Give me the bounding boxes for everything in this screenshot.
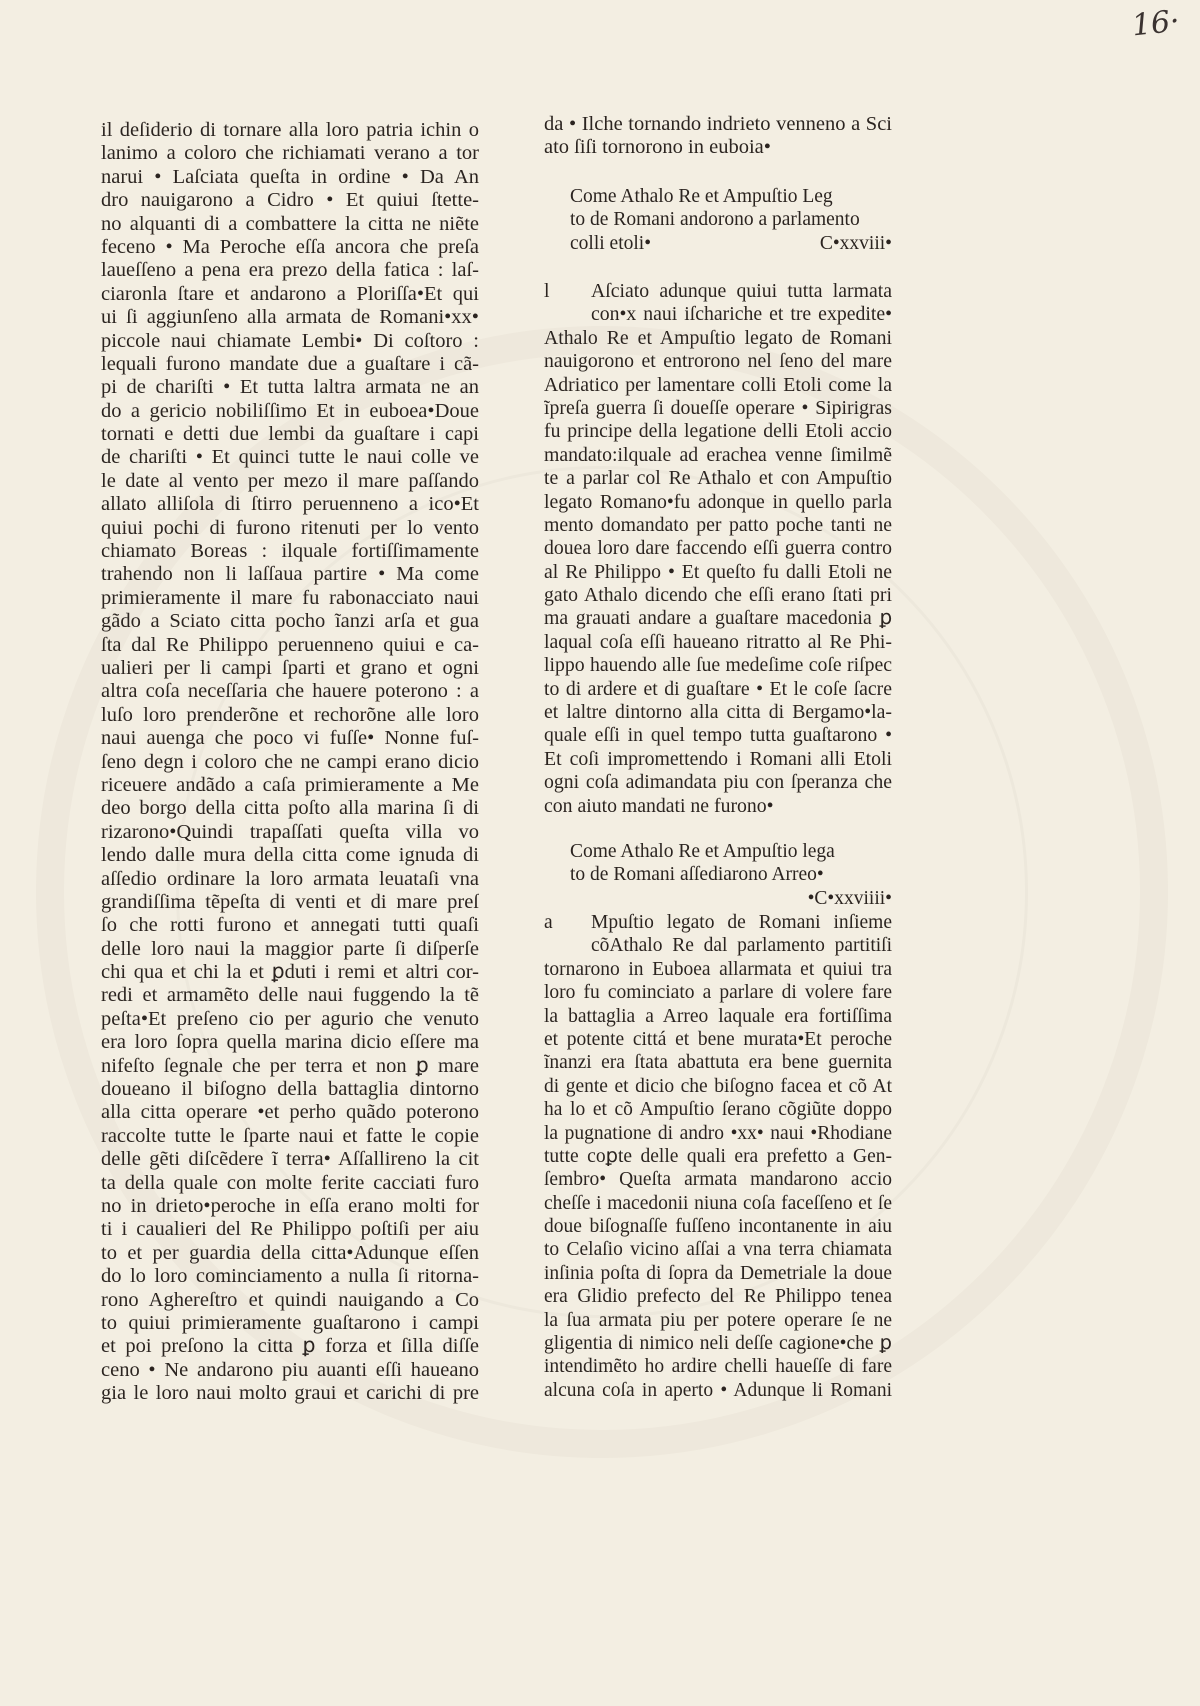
text-line: il deſiderio di tornare alla loro patria ichin o: [101, 119, 479, 141]
text-line: chiamato Boreas : ilquale fortiſſimamente: [101, 540, 479, 563]
text-line: cõAthalo Re dal parlamento partitiſi: [591, 935, 892, 957]
text-line: fu principe della legatione delli Etoli accio: [544, 420, 892, 443]
text-line: era Glidio prefecto del Re Philippo tenea: [544, 1286, 892, 1308]
text-line: laueſſeno a pena era prezo della fatica : laſ-: [101, 259, 479, 282]
text-line: feceno • Ma Peroche eſſa ancora che preſa: [101, 235, 479, 258]
text-line: la ſua armata piu per potere operare ſe ne: [544, 1309, 892, 1331]
text-line: ato ſiſi tornorono in euboia•: [544, 136, 771, 159]
text-line: gãdo a Sciato citta pocho ĩanzi arſa et gua: [101, 610, 479, 633]
text-line: Athalo Re et Ampuſtio legato de Romani: [544, 326, 892, 349]
text-line: alcuna coſa in aperto • Adunque li Romani: [544, 1379, 892, 1401]
text-line: tutte coꝑte delle quali era prefetto a Gen-: [544, 1145, 892, 1167]
text-line: grandiſſima tẽpeſta di venti et di mare preſ: [101, 890, 479, 913]
text-line: intendimẽto ho ardire chelli haueſſe di fare: [544, 1356, 892, 1378]
text-line: douea loro dare faccendo eſſi guerra contro: [544, 537, 892, 560]
chapter-text: [544, 911, 892, 1402]
text-line: tornarono in Euboea allarmata et quiui tra: [544, 958, 892, 980]
text-line: ſeno degn i coloro che ne campi erano dicio: [101, 750, 479, 773]
text-line: gato Athalo dicendo che eſſi erano ſtati pri: [544, 584, 892, 607]
text-line: ha lo et cõ Ampuſtio ſerano cõgiũte doppo: [544, 1099, 892, 1121]
text-line: al Re Philippo • Et queſto fu dalli Etoli ne: [544, 560, 892, 583]
text-line: gligentia di nimico neli deſſe cagione•che ꝑ: [544, 1333, 892, 1355]
left-column-text: [101, 119, 479, 1405]
heading-line: Come Athalo Re et Ampuſtio lega: [570, 841, 835, 862]
text-line: riceuere andãdo a caſa primieramente a Me: [101, 773, 479, 796]
text-line: con aiuto mandati ne furono•: [544, 794, 774, 817]
text-line: cheſſe i macedonii niuna coſa faceſſeno et ſe: [544, 1192, 892, 1214]
chapter-heading: [570, 185, 892, 255]
text-line: quiui pochi di furono ritenuti per lo vento: [101, 516, 479, 539]
text-line: Adriatico per lamentare colli Etoli come la: [544, 373, 892, 396]
text-line: to et per guardia della citta•Adunque eſſen: [101, 1241, 479, 1264]
text-line: legato Romano•fu adonque in quello parla: [544, 490, 892, 513]
text-line: la battaglia a Arreo laquale era fortiſſima: [544, 1005, 892, 1027]
text-line: to Celaſio vicino aſſai a vna terra chiamata: [544, 1239, 892, 1261]
text-line: ceno • Ne andarono piu auanti eſſi haueano: [101, 1358, 479, 1381]
heading-line: to de Romani aſſediarono Arreo•: [570, 864, 824, 886]
text-line: ogni coſa adimandata piu con ſperanza che: [544, 771, 892, 794]
text-line: lippo hauendo alle ſue medeſime coſe riſpec: [544, 654, 892, 677]
text-line: ciaronla ſtare et andarono a Ploriſſa•Et qui: [101, 282, 479, 305]
text-line: pi de chariſti • Et tutta laltra armata ne an: [101, 376, 479, 399]
chapter-number: •C•xxviiii•: [807, 887, 892, 909]
text-line: peſta•Et preſeno cio per agurio che venuto: [101, 1007, 479, 1030]
text-line: to quiui primieramente guaſtarono i campi: [101, 1311, 479, 1334]
text-line: luſo loro prenderõne et rechorõne alle loro: [101, 703, 479, 726]
text-line: primieramente il mare fu rabonacciato naui: [101, 586, 479, 609]
text-line: naui auenga che poco vi fuſſe• Nonne fuſ-: [101, 727, 479, 750]
text-line: nifeſto ſegnale che per terra et non ꝑ mare: [101, 1054, 479, 1077]
text-line: rono Aghereſtro et quindi nauigando a Co: [101, 1288, 479, 1311]
chapter-heading: [570, 840, 892, 910]
heading-row: [570, 232, 892, 255]
text-line: nauigorono et entrorono nel ſeno del mare: [544, 350, 892, 373]
text-line: delle gẽti diſcẽdere ĩ terra• Aſſallireno la cit: [101, 1148, 479, 1171]
text-line: dro nauigarono a Cidro • Et quiui ſtette-: [101, 189, 479, 212]
text-line: do lo loro cominciamento a nulla ſi ritorna-: [101, 1265, 479, 1288]
text-line: delle loro naui la maggior parte ſi diſperſe: [101, 937, 479, 960]
text-line: Et coſi impromettendo i Romani alli Etoli: [544, 747, 892, 770]
text-line: da • Ilche tornando indrieto venneno a Sci: [544, 113, 892, 135]
continuation-lines: [544, 113, 892, 160]
text-line: ma grauati andare a guaſtare macedonia ꝑ: [544, 607, 892, 630]
text-line: no alquanti di a combattere la citta ne niẽte: [101, 212, 479, 235]
heading-line: to de Romani andorono a parlamento: [570, 209, 860, 231]
text-line: to di ardere et di guaſtare • Et le coſe ſacre: [544, 677, 892, 700]
text-line: ti i caualieri del Re Philippo poſtiſi per aiu: [101, 1218, 479, 1241]
text-line: ĩpreſa guerra ſi doueſſe operare • Sipirigras: [544, 396, 892, 419]
text-line: con•x naui iſchariche et tre expedite•: [591, 303, 892, 326]
text-line: laqual coſa eſſi haueano ritratto al Re Phi-: [544, 630, 892, 653]
text-line: ſta dal Re Philippo peruenneno quiui e ca-: [101, 633, 479, 656]
text-line: altra coſa neceſſaria che hauere poterono : a: [101, 680, 479, 703]
text-line: Mpuſtio legato de Romani inſieme: [591, 912, 892, 933]
text-line: et poi preſono la citta ꝑ forza et ſilla diſſe: [101, 1335, 479, 1358]
heading-line: Come Athalo Re et Ampuſtio Leg: [570, 186, 833, 207]
text-line: lequali furono mandate due a guaſtare i cã-: [101, 352, 479, 375]
text-line: do a gericio nobiliſſimo Et in euboea•Doue: [101, 399, 479, 422]
text-line: redi et armamẽto delle naui fuggendo la tẽ: [101, 984, 479, 1007]
text-line: rizarono•Quindi trapaſſati queſta villa vo: [101, 820, 479, 843]
text-line: era loro ſopra quella marina dicio eſſere ma: [101, 1031, 479, 1054]
continuation-text: [544, 113, 892, 160]
text-line: lanimo a coloro che richiamati verano a tor: [101, 142, 479, 165]
left-column-lines: [101, 119, 479, 1405]
text-line: tornati e detti due lembi da guaſtare i capi: [101, 423, 479, 446]
text-line: ĩnanzi era ſtata abattuta era bene guernita: [544, 1052, 892, 1074]
chapter-text: [544, 280, 892, 818]
text-line: et laltre dintorno alla citta di Bergamo•la-: [544, 701, 892, 724]
text-line: doue biſognaſſe fuſſeno incontanente in aiu: [544, 1216, 892, 1238]
text-line: doueano il biſogno della battaglia dintorno: [101, 1078, 479, 1101]
chapter-number: C•xxviii•: [819, 232, 892, 254]
text-line: narui • Laſciata queſta in ordine • Da An: [101, 165, 479, 188]
chapter-lines: [544, 280, 892, 818]
text-line: lendo dalle mura della citta come ignuda di: [101, 844, 479, 867]
text-line: raccolte tutte le ſparte naui et fatte le copie: [101, 1124, 479, 1147]
text-line: quale eſſi in quel tempo tutta guaſtarono •: [544, 724, 892, 747]
guide-letter: l: [544, 280, 550, 302]
text-line: allato alliſola di ſtirro peruenneno a ico•Et: [101, 493, 479, 516]
text-line: ta della quale con molte ferite cacciati furo: [101, 1171, 479, 1194]
text-line: aſſedio ordinare la loro armata leuataſi vna: [101, 867, 479, 890]
chapter-lines: [544, 911, 892, 1402]
text-line: gia le loro naui molto graui et carichi di pre: [101, 1382, 479, 1405]
text-line: chi qua et chi la et ꝑduti i remi et altri cor-: [101, 961, 479, 984]
text-line: mandato:ilquale ad erachea venne ſimilmẽ: [544, 443, 892, 466]
heading-row: [570, 887, 892, 910]
text-line: trahendo non li laſſaua partire • Ma come: [101, 563, 479, 586]
text-line: no in drieto•peroche in eſſa erano molti for: [101, 1194, 479, 1217]
text-line: ſo che rotti furono et annegati tutti quaſi: [101, 914, 479, 937]
text-line: mento domandato per patto poche tanti ne: [544, 513, 892, 536]
text-line: alla citta operare •et perho quãdo poterono: [101, 1101, 479, 1124]
text-line: loro fu cominciato a parlare di volere fare: [544, 982, 892, 1004]
text-line: de chariſti • Et quinci tutte le naui colle ve: [101, 446, 479, 469]
text-line: te a parlar col Re Athalo et con Ampuſtio: [544, 467, 892, 490]
text-line: le date al vento per mezo il mare paſſando: [101, 469, 479, 492]
guide-letter: a: [544, 912, 553, 933]
text-line: la pugnatione di andro •xx• naui •Rhodiane: [544, 1122, 892, 1144]
text-line: inſinia poſta di ſopra da Demetriale la doue: [544, 1262, 892, 1284]
text-line: piccole naui chiamate Lembi• Di coſtoro :: [101, 329, 479, 352]
text-line: Aſciato adunque quiui tutta larmata: [591, 280, 892, 302]
text-line: deo borgo della citta poſto alla marina ſi di: [101, 797, 479, 820]
text-line: ui ſi aggiunſeno alla armata de Romani•xx•: [101, 306, 479, 329]
heading-line: colli etoli•: [570, 232, 652, 254]
folio-number: 16·: [1130, 3, 1182, 44]
text-line: et potente cittá et bene murata•Et peroche: [544, 1028, 892, 1050]
text-line: ualieri per li campi ſparti et grano et ogni: [101, 656, 479, 679]
text-line: di gente et dicio che biſogno facea et cõ At: [544, 1075, 892, 1097]
text-line: ſembro• Queſta armata mandarono accio: [544, 1169, 892, 1191]
